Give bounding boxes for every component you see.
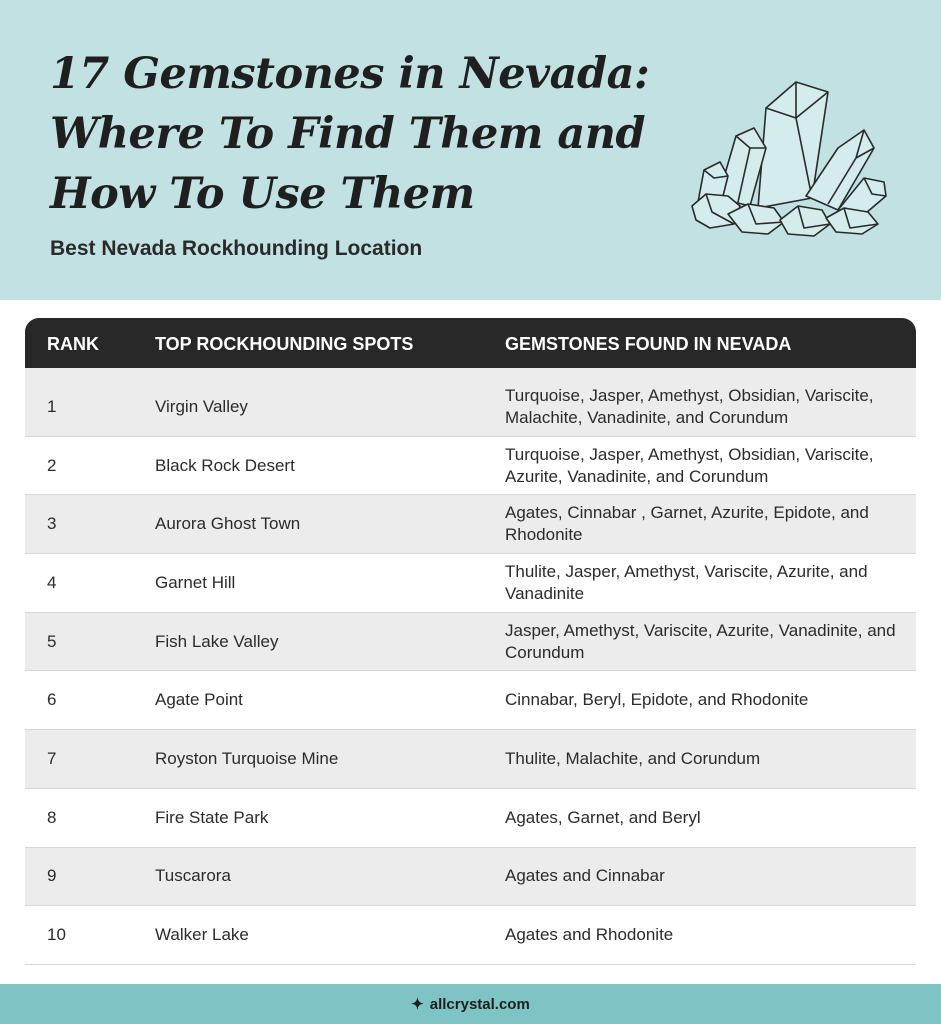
page-subtitle: Best Nevada Rockhounding Location: [50, 237, 423, 260]
sparkle-icon: ✦: [411, 996, 424, 1013]
page-title: [50, 44, 670, 224]
spot-cell: Fire State Park: [155, 807, 269, 827]
rank-cell: 5: [47, 631, 57, 651]
table-row: [25, 906, 916, 965]
table-row: [25, 789, 916, 848]
title-line-3: How To Use Them: [50, 169, 475, 219]
rank-cell: 1: [47, 396, 57, 416]
gems-cell: Agates, Garnet, and Beryl: [505, 807, 701, 827]
rank-cell: 10: [47, 925, 66, 945]
rockhounding-table: [25, 318, 916, 965]
header-spacer: [25, 368, 916, 378]
spot-cell: Garnet Hill: [155, 572, 236, 592]
column-header-gemstones: GEMSTONES FOUND IN NEVADA: [505, 334, 792, 354]
site-link[interactable]: allcrystal.com: [429, 995, 530, 1013]
table-row: [25, 554, 916, 613]
gems-cell: Agates and Rhodonite: [505, 925, 674, 945]
title-line-1: 17 Gemstones in Nevada:: [50, 49, 650, 99]
column-header-spots: TOP ROCKHOUNDING SPOTS: [155, 334, 414, 354]
spot-cell: Walker Lake: [155, 925, 249, 945]
gems-cell: Agates, Cinnabar , Garnet, Azurite, Epidote, and Rhodonite: [505, 503, 869, 545]
rank-cell: 8: [47, 807, 57, 827]
gems-cell: Agates and Cinnabar: [505, 866, 665, 886]
table-row: [25, 730, 916, 789]
rank-cell: 2: [47, 455, 57, 475]
table-row: [25, 848, 916, 907]
rank-cell: 7: [47, 748, 57, 768]
title-line-2: Where To Find Them and: [50, 109, 646, 159]
rank-cell: 3: [47, 514, 57, 534]
gems-cell: Turquoise, Jasper, Amethyst, Obsidian, Variscite, Azurite, Vanadinite, and Corundum: [505, 444, 874, 486]
spot-cell: Black Rock Desert: [155, 455, 295, 475]
gems-cell: Thulite, Jasper, Amethyst, Variscite, Azurite, and Vanadinite: [505, 561, 868, 603]
table-row: [25, 495, 916, 554]
spot-cell: Agate Point: [155, 690, 243, 710]
gems-cell: Thulite, Malachite, and Corundum: [505, 748, 761, 768]
table-row: [25, 437, 916, 496]
rank-cell: 4: [47, 572, 57, 592]
table-row: [25, 671, 916, 730]
header-banner: [0, 0, 941, 300]
table-row: [25, 378, 916, 437]
crystal-cluster-icon: [688, 78, 898, 238]
spot-cell: Royston Turquoise Mine: [155, 748, 339, 768]
column-header-rank: RANK: [47, 334, 99, 354]
gems-cell: Jasper, Amethyst, Variscite, Azurite, Vanadinite, and Corundum: [505, 620, 896, 662]
spot-cell: Virgin Valley: [155, 396, 248, 416]
spot-cell: Aurora Ghost Town: [155, 514, 301, 534]
spot-cell: Tuscarora: [155, 866, 231, 886]
footer-bar: [0, 984, 941, 1024]
gems-cell: Cinnabar, Beryl, Epidote, and Rhodonite: [505, 690, 809, 710]
spot-cell: Fish Lake Valley: [155, 631, 279, 651]
rank-cell: 6: [47, 690, 57, 710]
rank-cell: 9: [47, 866, 57, 886]
table-row: [25, 613, 916, 672]
table-header: [25, 318, 916, 368]
gems-cell: Turquoise, Jasper, Amethyst, Obsidian, Variscite, Malachite, Vanadinite, and Corundum: [505, 385, 874, 427]
